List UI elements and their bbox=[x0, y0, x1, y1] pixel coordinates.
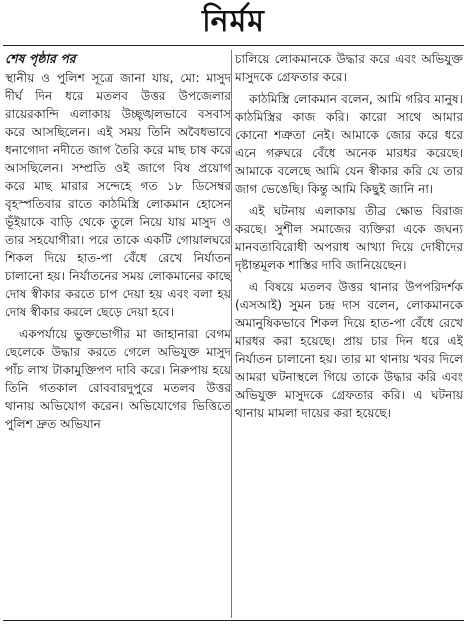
paragraph: এ বিষয়ে মতলব উত্তর থানার উপপরিদর্শক (এসআই) সুমন চন্দ্র দাস বলেন, লোকমানকে অমানুষিকভাবে শিকল দিয়ে হাত-পা বেঁধে রেখে মারধর করা হয়েছে। প্রায় চার দিন ধরে এই নির্যাতন চালানো হয়। তার মা থানায় খবর দিলে আমরা ঘটনাস্থলে গিয়ে তাকে উদ্ধার করি এবং অভিযুক্ত মাসুদকে গ্রেফতার করি। এ ঘটনায় থানায় মামলা দায়ের করা হয়েছে। bbox=[235, 280, 463, 420]
paragraph: একপর্যায়ে ভুক্তভোগীর মা জাহানারা বেগম ছেলেকে উদ্ধার করতে গেলে অভিযুক্ত মাসুদ পাঁচ লাখ টাকামুক্তিপণ দাবি করে। নিরুপায় হয়ে তিনি গতকাল রোববারদুপুরে মতলব উত্তর থানায় অভিযোগ করেন। অভিযোগের ভিত্তিতে পুলিশ দ্রুত অভিযান bbox=[5, 327, 231, 431]
headline: নির্মম bbox=[202, 4, 265, 39]
column-divider bbox=[231, 50, 232, 618]
paragraph: চালিয়ে লোকমানকে উদ্ধার করে এবং অভিযুক্ত মাসুদকে গ্রেফতার করে। bbox=[235, 52, 463, 84]
top-rule bbox=[3, 45, 464, 46]
paragraph: কাঠমিস্ত্রি লোকমান বলেন, আমি গরিব মানুষ। কাঠমিস্ত্রির কাজ করি। কারো সাথে আমার কোনো শত্রুতা নেই। আমাকে জোর করে ধরে এনে গরুঘরে বেঁধে অনেক মারধর করেছে। আমাকে বলেছে আমি যেন স্বীকার করি যে তার জাগ ভেঙেছি। কিন্তু আমি কিছুই জানি না। bbox=[235, 92, 463, 196]
paragraph: স্থানীয় ও পুলিশ সূত্রে জানা যায়, মো: মাসুদ দীর্ঘ দিন ধরে মতলব উত্তর উপজেলার রায়েরকান্দি এলাকায় উচ্ছৃঙ্খলভাবে বসবাস করে আসছিলেন। এই সময় তিনি অবৈধভাবে ধনাগোদা নদীতে জাগ তৈরি করে মাছ চাষ করে আসছিলেন। সম্প্রতি ওই জাগে বিষ প্রয়োগ করে মাছ মারার সন্দেহে গত ১৮ ডিসেম্বর বৃহস্পতিবার রাতে কাঠমিস্ত্রি লোকমান হোসেন ভূঁইয়াকে বাড়ি থেকে তুলে নিয়ে যায় মাসুদ ও তার সহযোগীরা। পরে তাকে একটি গোয়ালঘরে শিকল দিয়ে হাত-পা বেঁধে রেখে নির্যাতন চালানো হয়। নির্যাতনের সময় লোকমানের কাছে দোষ স্বীকার করতে চাপ দেয়া হয় এবং বলা হয় দোষ স্বীকার করলে ছেড়ে দেয়া হবে। bbox=[5, 71, 231, 319]
right-column bbox=[235, 50, 463, 618]
left-column bbox=[5, 50, 231, 618]
continued-from-label: শেষ পৃষ্ঠার পর bbox=[5, 51, 76, 66]
paragraph: এই ঘটনায় এলাকায় তীব্র ক্ষোভ বিরাজ করছে। সুশীল সমাজের ব্যক্তিরা একে জঘন্য মানবতাবিরোধী অপরাধ আখ্যা দিয়ে দোষীদের দৃষ্টান্তমূলক শাস্তির দাবি জানিয়েছেন। bbox=[235, 204, 463, 272]
bottom-rule bbox=[3, 620, 464, 621]
